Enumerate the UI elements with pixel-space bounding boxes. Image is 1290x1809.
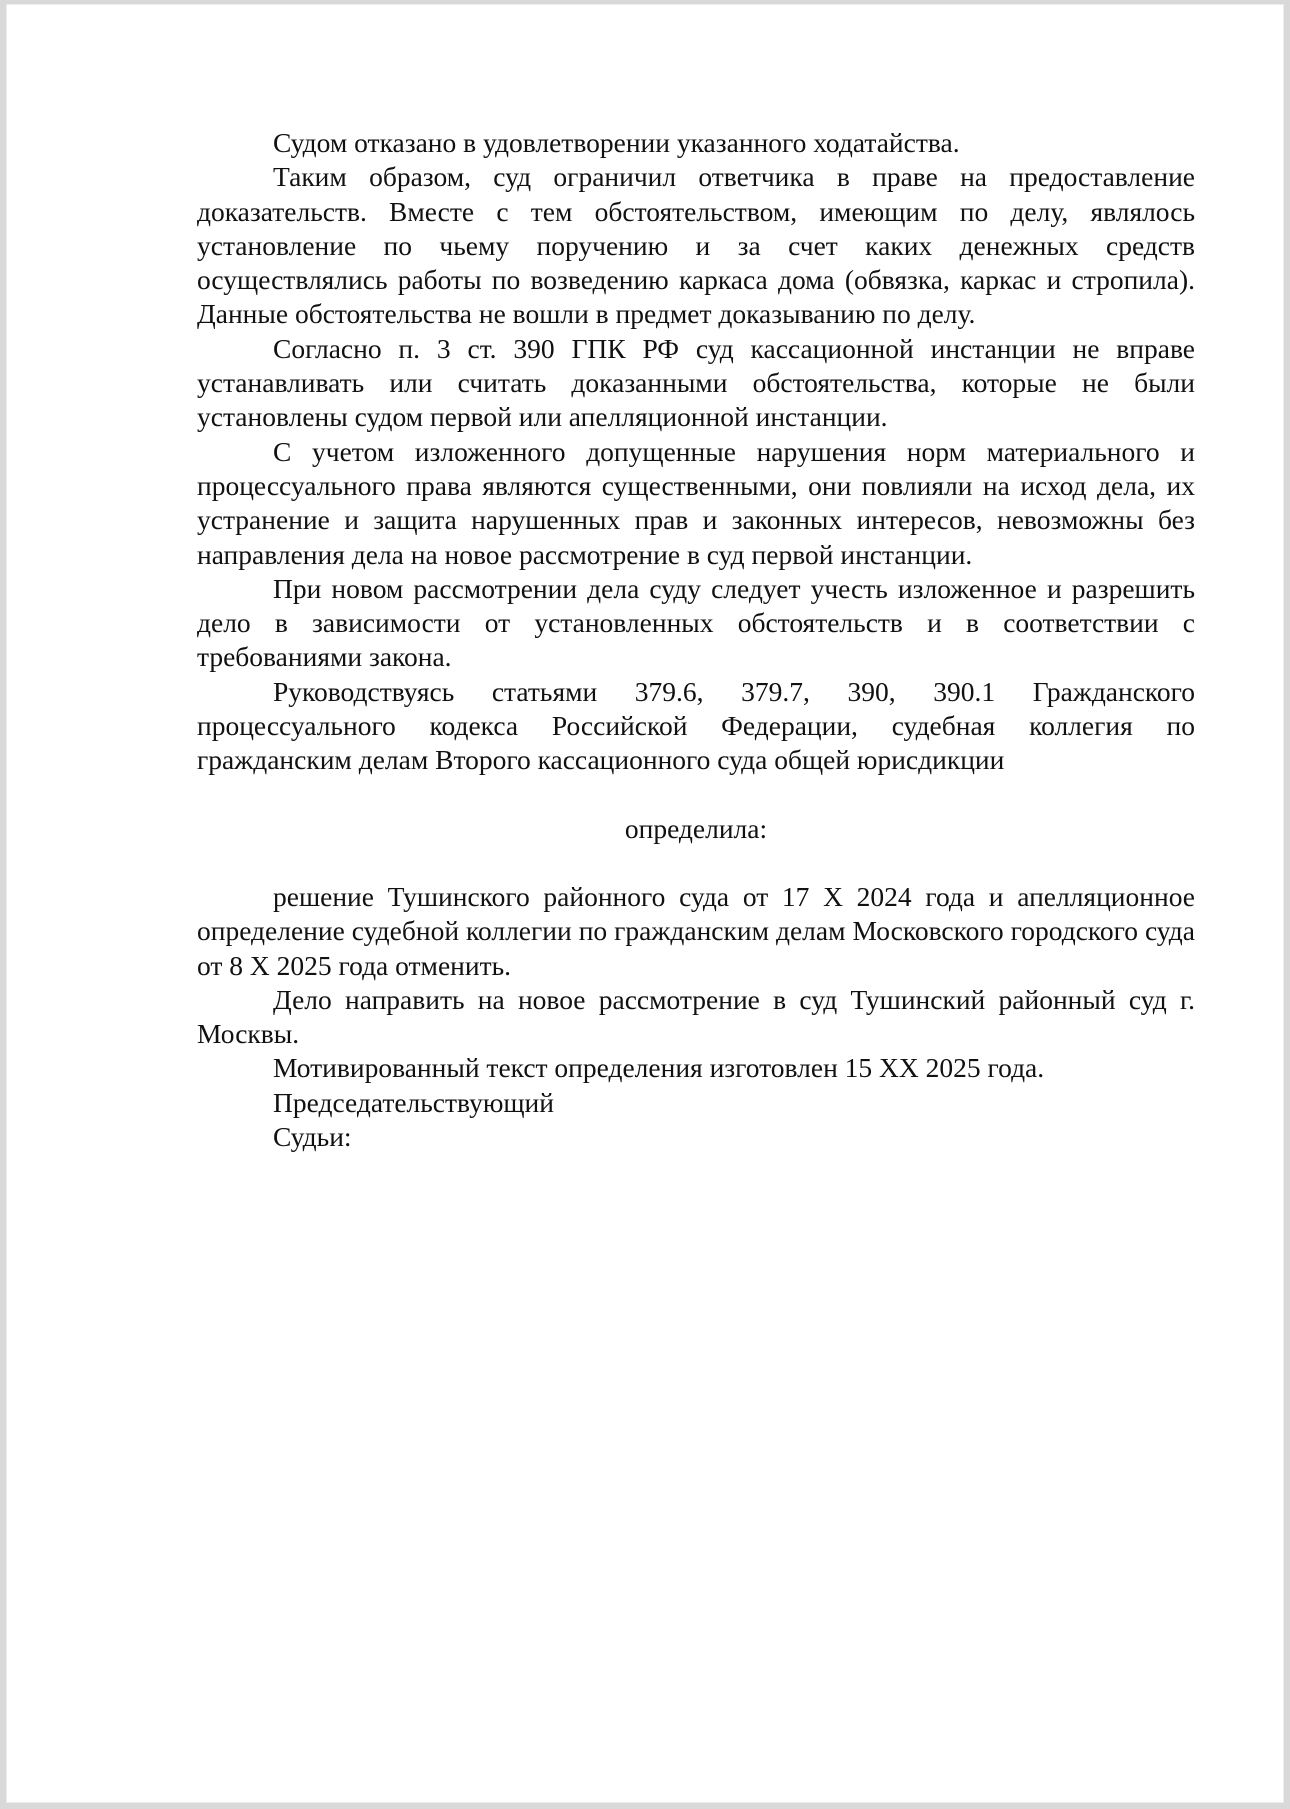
presiding-judge-label: Председательствующий xyxy=(273,1086,554,1118)
document-page xyxy=(6,4,1284,1803)
paragraph-evidence-restriction: Таким образом, суд ограничил ответчика в праве на предоставление доказательств. Вместе с тем обстоятельством, имеющим по делу, являлось установление по чьему поручению и за счет каких денежных средств осуществлялись работы по возведению каркаса дома (обвязка, каркас и стропила). Данные обстоятельства не вошли в предмет доказыванию по делу. xyxy=(197,161,1195,330)
judges-label: Судьи: xyxy=(273,1121,352,1153)
resolution-text-date: Мотивированный текст определения изготовлен 15 XX 2025 года. xyxy=(273,1052,1045,1084)
paragraph-new-trial-instructions: При новом рассмотрении дела суду следует учесть изложенное и разрешить дело в зависимости от установленных обстоятельств и в соответствии с требованиями закона. xyxy=(197,572,1195,673)
ruling-heading: определила: xyxy=(624,812,768,844)
paragraph-legal-basis: Руководствуясь статьями 379.6, 379.7, 390, 390.1 Гражданского процессуального кодекса Российской Федерации, судебная коллегия по гражданским делам Второго кассационного суда общей юрисдикции xyxy=(197,675,1195,776)
paragraph-cassation-limits: Согласно п. 3 ст. 390 ГПК РФ суд кассационной инстанции не вправе устанавливать или считать доказанными обстоятельства, которые не были установлены судом первой или апелляционной инстанции. xyxy=(197,332,1195,433)
paragraph-violations: С учетом изложенного допущенные нарушения норм материального и процессуального права являются существенными, они повлияли на исход дела, их устранение и защита нарушенных прав и законных интересов, невозможны без направления дела на новое рассмотрение в суд первой инстанции. xyxy=(197,435,1195,570)
paragraph-motion-denied: Судом отказано в удовлетворении указанного ходатайства. xyxy=(273,127,960,158)
document-body xyxy=(197,126,1195,1154)
resolution-send-to-retrial: Дело направить на новое рассмотрение в суд Тушинский районный суд г. Москвы. xyxy=(197,983,1195,1050)
resolution-cancel-decisions: решение Тушинского районного суда от 17 X 2024 года и апелляционное определение судебной коллегии по гражданским делам Московского городского суда от 8 X 2025 года отменить. xyxy=(197,880,1195,981)
